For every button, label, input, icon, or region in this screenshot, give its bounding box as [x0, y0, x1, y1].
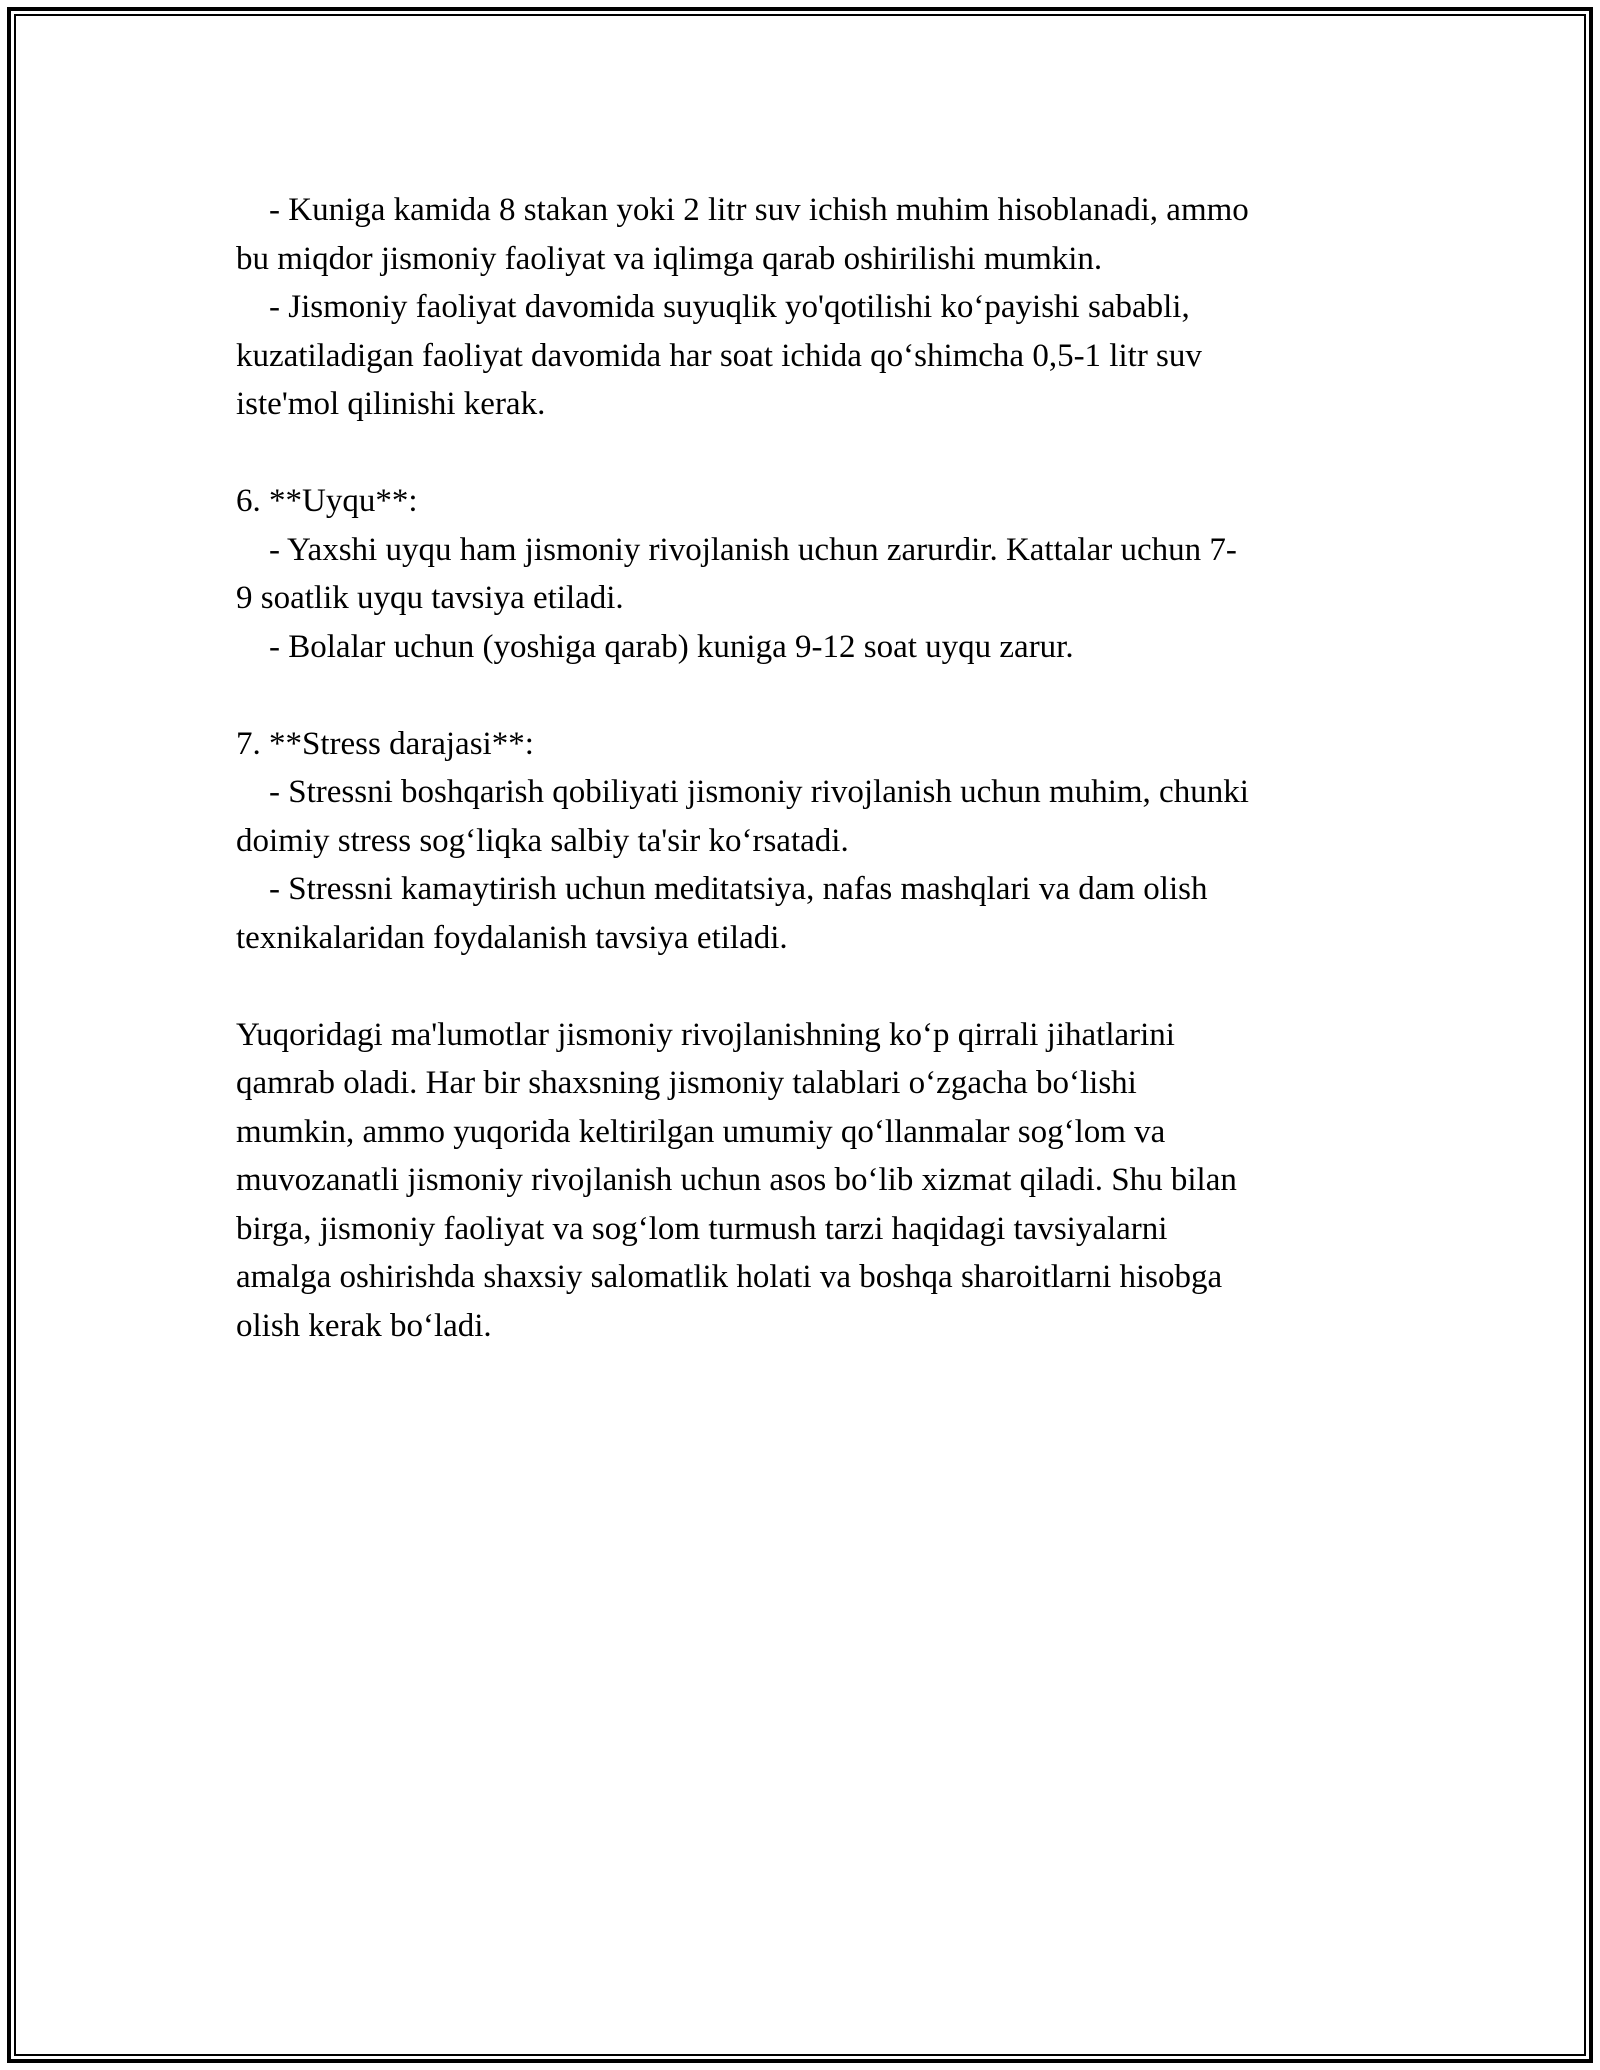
text-line: olish kerak bo‘ladi. [236, 1307, 492, 1344]
stress-section [236, 720, 1364, 963]
section-heading: 6. **Uyqu**: [236, 483, 418, 519]
text-line: amalga oshirishda shaxsiy salomatlik holati va boshqa sharoitlarni hisobga [236, 1259, 1223, 1295]
text-line: 9 soatlik uyqu tavsiya etiladi. [236, 580, 624, 616]
text-line: qamrab oladi. Har bir shaxsning jismoniy talablari o‘zgacha bo‘lishi [236, 1065, 1137, 1101]
water-intake-section [236, 186, 1364, 429]
text-line: iste'mol qilinishi kerak. [236, 386, 546, 422]
text-line: - Stressni boshqarish qobiliyati jismoniy rivojlanish uchun muhim, chunki [236, 774, 1249, 810]
text-line: doimiy stress sog‘liqka salbiy ta'sir ko‘rsatadi. [236, 822, 849, 859]
text-line: Yuqoridagi ma'lumotlar jismoniy rivojlanishning ko‘p qirrali jihatlarini [236, 1016, 1175, 1053]
conclusion-paragraph [236, 1011, 1364, 1351]
text-line: - Kuniga kamida 8 stakan yoki 2 litr suv ichish muhim hisoblanadi, ammo [236, 192, 1249, 228]
text-line: mumkin, ammo yuqorida keltirilgan umumiy qo‘llanmalar sog‘lom va [236, 1113, 1166, 1150]
paragraph-spacer [236, 962, 1364, 1011]
text-line: - Bolalar uchun (yoshiga qarab) kuniga 9-12 soat uyqu zarur. [236, 628, 1074, 665]
section-heading: 7. **Stress darajasi**: [236, 725, 534, 762]
text-line: kuzatiladigan faoliyat davomida har soat ichida qo‘shimcha 0,5-1 litr suv [236, 337, 1202, 374]
text-line: - Jismoniy faoliyat davomida suyuqlik yo'qotilishi ko‘payishi sababli, [236, 289, 1190, 325]
text-line: muvozanatli jismoniy rivojlanish uchun asos bo‘lib xizmat qiladi. Shu bilan [236, 1162, 1237, 1198]
paragraph-spacer [236, 671, 1364, 720]
text-line: - Yaxshi uyqu ham jismoniy rivojlanish uchun zarurdir. Kattalar uchun 7- [236, 531, 1237, 568]
text-line: bu miqdor jismoniy faoliyat va iqlimga qarab oshirilishi mumkin. [236, 240, 1103, 277]
text-line: birga, jismoniy faoliyat va sog‘lom turmush tarzi haqidagi tavsiyalarni [236, 1210, 1168, 1247]
paragraph-spacer [236, 429, 1364, 478]
sleep-section [236, 477, 1364, 671]
document-body [236, 186, 1364, 1350]
text-line: - Stressni kamaytirish uchun meditatsiya, nafas mashqlari va dam olish [236, 871, 1208, 907]
text-line: texnikalaridan foydalanish tavsiya etiladi. [236, 919, 788, 956]
